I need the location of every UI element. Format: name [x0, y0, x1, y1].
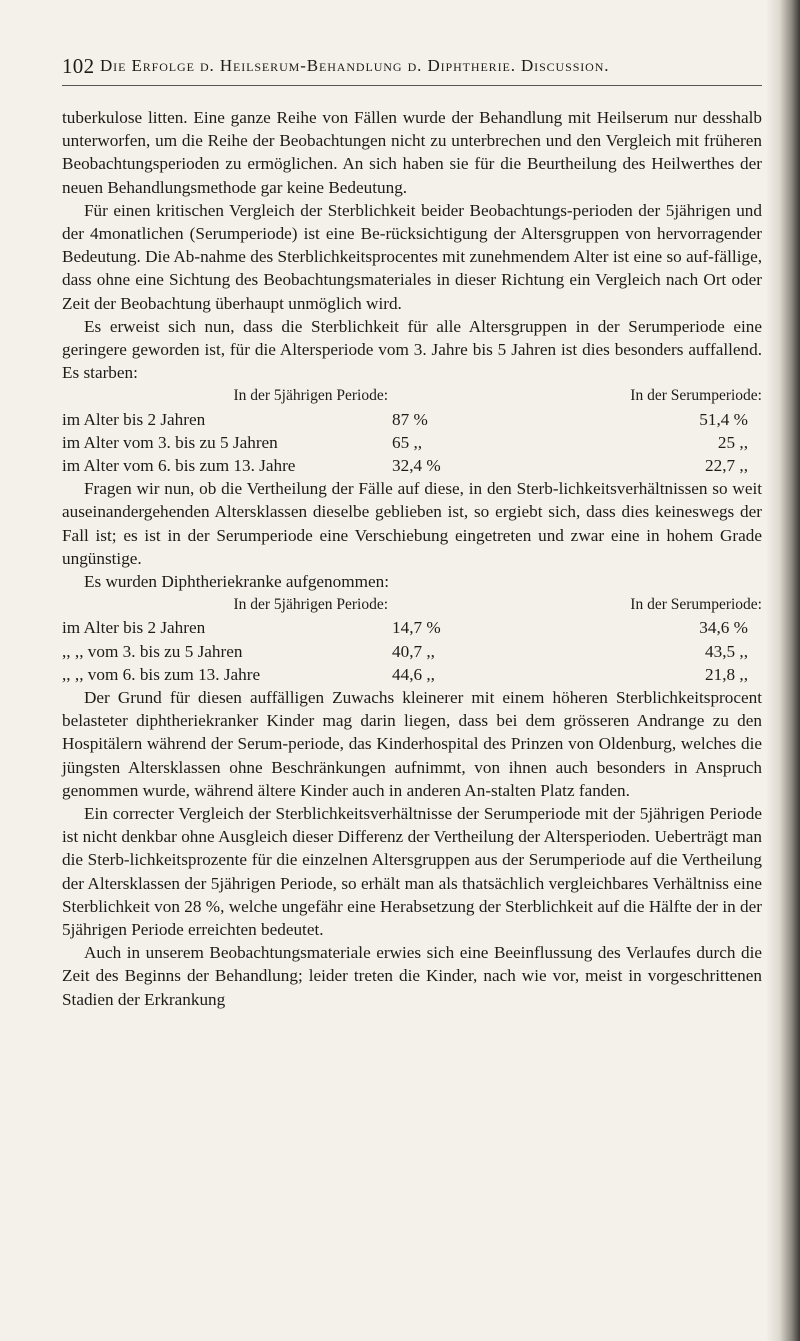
row-label: im Alter bis 2 Jahren [62, 409, 206, 429]
table-header-row [62, 593, 762, 616]
value-five-year: 65 ,, [392, 432, 423, 452]
table-row [62, 663, 762, 686]
value-five-year: 32,4 % [392, 456, 441, 475]
table-header-five-year: In der 5jährigen Periode: [233, 596, 388, 614]
value-five-year: 40,7 ,, [392, 641, 435, 661]
header-rule [62, 85, 762, 86]
value-serum: 22,7 ,, [705, 456, 748, 475]
row-label: im Alter vom 6. bis zum 13. Jahre [62, 456, 296, 475]
page-number: 102 [62, 54, 95, 78]
table-row [62, 616, 762, 639]
paragraph-3: Es erweist sich nun, dass die Sterblichkeit für alle Altersgruppen in der Serumperiode eine geringere geworden ist, für die Altersperiode vom 3. Jahre bis 5 Jahren ist dies besonders auffallend. Es starben: [62, 316, 762, 383]
paragraph-4: Fragen wir nun, ob die Vertheilung der Fälle auf diese, in den Sterb-lichkeitsverhältnissen so weit auseinandergehenden Altersklassen dieselbe geblieben ist, so ergiebt sich, dass dies keineswegs der Fall ist; es ist in der Serumperiode eine Verschiebung eingetreten und zwar eine in hohem Grade ungünstige. [62, 479, 762, 568]
running-head: Die Erfolge d. Heilserum-Behandlung d. Diphtherie. Discussion. [100, 56, 610, 75]
table-row [62, 454, 762, 477]
paragraph-6: Der Grund für diesen auffälligen Zuwachs kleinerer mit einem höheren Sterblichkeitsprocent belasteter diphtheriekranker Kinder mag darin liegen, dass bei dem grösseren Andrange zu den Hospitälern während der Serum-periode, das Kinderhospital des Prinzen von Oldenburg, welches die jüngsten Altersklassen ohne Beschränkungen aufnimmt, von ihnen auch besonders in Anspruch genommen wurde, während ältere Kinder auch in anderen An-stalten Platz fanden. [62, 687, 762, 800]
value-five-year: 44,6 ,, [392, 664, 435, 684]
value-serum: 43,5 ,, [705, 641, 748, 661]
table-row [62, 408, 762, 431]
value-serum: 25 ,, [717, 432, 748, 452]
value-serum: 21,8 ,, [705, 664, 748, 684]
admissions-table [62, 593, 762, 686]
page-header [62, 54, 762, 82]
row-label: im Alter bis 2 Jahren [62, 618, 206, 638]
paragraph-1: tuberkulose litten. Eine ganze Reihe von Fällen wurde der Behandlung mit Heilserum nur desshalb unterworfen, um die Reihe der Beobachtungen nicht zu unterbrechen und den Vergleich mit früheren Beobachtungsperioden zu ermöglichen. An sich haben sie für die Beurtheilung des Heilwerthes der neuen Behandlungsmethode gar keine Bedeutung. [62, 108, 762, 197]
value-serum: 34,6 % [699, 618, 748, 638]
paragraph-8: Auch in unserem Beobachtungsmateriale erwies sich eine Beeinflussung des Verlaufes durch die Zeit des Beginns der Behandlung; leider treten die Kinder, nach wie vor, meist in vorgeschrittenen Stadien der Erkrankung [62, 943, 762, 1009]
table-header-serum: In der Serumperiode: [630, 387, 762, 405]
paragraph-5: Es wurden Diphtheriekranke aufgenommen: [84, 572, 389, 591]
row-label: ,, ,, vom 6. bis zum 13. Jahre [62, 664, 261, 684]
mortality-table [62, 384, 762, 477]
table-header-row [62, 384, 762, 407]
value-serum: 51,4 % [699, 409, 748, 429]
table-row [62, 431, 762, 454]
paragraph-2: Für einen kritischen Vergleich der Sterblichkeit beider Beobachtungs-perioden der 5jährigen und der 4monatlichen (Serumperiode) ist eine Be-rücksichtigung der Altersgruppen von hervorragender Bedeutung. Die Ab-nahme des Sterblichkeitsprocentes mit zunehmendem Alter ist eine so auf-fällige, dass ohne eine Sichtung des Beobachtungsmateriales in dieser Richtung ein Vergleich nach Ort oder Zeit der Beobachtung überhaupt unmöglich wird. [62, 200, 762, 313]
page-body [62, 106, 762, 1011]
row-label: ,, ,, vom 3. bis zu 5 Jahren [62, 641, 243, 661]
row-label: im Alter vom 3. bis zu 5 Jahren [62, 432, 278, 452]
table-header-serum: In der Serumperiode: [630, 596, 762, 614]
value-five-year: 14,7 % [392, 618, 441, 638]
table-header-five-year: In der 5jährigen Periode: [233, 387, 388, 405]
page-edge-shadow [766, 0, 800, 1341]
value-five-year: 87 % [392, 409, 428, 429]
table-row [62, 640, 762, 663]
paragraph-7: Ein correcter Vergleich der Sterblichkeitsverhältnisse der Serumperiode mit der 5jährigen Periode ist nicht denkbar ohne Ausgleich dieser Differenz der Vertheilung der Altersperioden. Ueberträgt man die Sterb-lichkeitsprozente für die einzelnen Altersgruppen aus der Serumperiode auf die Vertheilung der Altersklassen der 5jährigen Periode, so erhält man als thatsächlich vergleichbares Verhältniss eine Sterblichkeit von 28 %, welche ungefähr eine Herabsetzung der Sterblichkeit auf die Hälfte der in der 5jährigen Periode erreichten bedeutet. [62, 803, 762, 939]
